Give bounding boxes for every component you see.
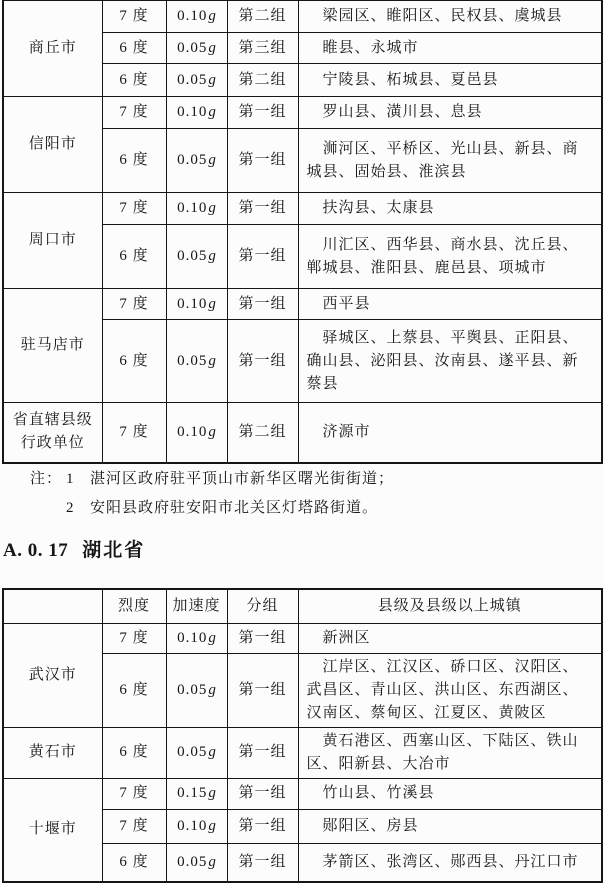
acceleration-value: 0.05	[177, 248, 208, 264]
section-heading	[3, 535, 145, 562]
table-row	[3, 193, 602, 225]
acceleration-value: 0.05	[177, 853, 208, 870]
intensity-cell: 6 度	[102, 64, 166, 97]
intensity-cell: 6 度	[102, 320, 166, 403]
group-cell: 第一组	[227, 623, 298, 653]
acceleration-value: 0.05	[177, 71, 208, 88]
note-line	[30, 495, 394, 521]
section-title: 湖北省	[82, 540, 146, 561]
group-cell: 第三组	[227, 33, 298, 64]
intensity-cell: 6 度	[102, 653, 166, 727]
towns-cell: 川汇区、西华县、商水县、沈丘县、郸城县、淮阳县、鹿邑县、项城市	[298, 225, 602, 289]
towns-cell: 梁园区、睢阳区、民权县、虞城县	[298, 1, 602, 33]
note-label-spacer	[30, 495, 66, 521]
group-cell: 第二组	[227, 64, 298, 97]
acceleration-value: 0.10	[177, 629, 208, 646]
intensity-cell: 7 度	[102, 778, 166, 809]
table-row	[3, 1, 602, 33]
acceleration-unit: g	[208, 200, 216, 216]
city-cell: 武汉市	[3, 623, 102, 727]
group-cell: 第二组	[227, 403, 298, 463]
towns-cell: 扶沟县、太康县	[298, 193, 602, 225]
table-row	[3, 97, 602, 129]
towns-cell: 罗山县、潢川县、息县	[298, 97, 602, 129]
acceleration-unit: g	[208, 39, 216, 56]
group-cell: 第一组	[227, 289, 298, 320]
acceleration-unit: g	[208, 853, 216, 870]
towns-cell: 黄石港区、西塞山区、下陆区、铁山区、阳新县、大冶市	[298, 727, 602, 778]
acceleration-unit: g	[208, 744, 216, 760]
acceleration-cell	[166, 727, 227, 778]
city-cell: 省直辖县级行政单位	[3, 403, 102, 463]
acceleration-value: 0.10	[177, 104, 208, 120]
acceleration-cell	[166, 653, 227, 727]
intensity-cell: 6 度	[102, 129, 166, 193]
header-acceleration: 加速度	[166, 589, 227, 623]
acceleration-unit: g	[208, 104, 216, 120]
towns-cell: 西平县	[298, 289, 602, 320]
towns-cell: 睢县、永城市	[298, 33, 602, 64]
city-cell: 十堰市	[3, 778, 102, 882]
note-number: 1	[66, 471, 75, 487]
group-cell: 第一组	[227, 843, 298, 882]
table-row	[3, 778, 602, 809]
acceleration-value: 0.10	[177, 817, 208, 834]
acceleration-unit: g	[208, 295, 216, 312]
intensity-cell: 7 度	[102, 289, 166, 320]
group-cell: 第一组	[227, 727, 298, 778]
acceleration-unit: g	[208, 152, 216, 168]
intensity-cell: 7 度	[102, 193, 166, 225]
acceleration-cell	[166, 289, 227, 320]
city-cell: 驻马店市	[3, 289, 102, 403]
table-row	[3, 623, 602, 653]
acceleration-cell	[166, 97, 227, 129]
note-text: 安阳县政府驻安阳市北关区灯塔路街道。	[90, 500, 379, 516]
acceleration-value: 0.05	[177, 681, 208, 698]
intensity-cell: 7 度	[102, 623, 166, 653]
acceleration-unit: g	[208, 785, 216, 801]
acceleration-unit: g	[208, 423, 216, 440]
intensity-cell: 7 度	[102, 809, 166, 843]
acceleration-value: 0.05	[177, 152, 208, 168]
acceleration-cell	[166, 843, 227, 882]
intensity-cell: 7 度	[102, 403, 166, 463]
note-number: 2	[66, 500, 75, 516]
acceleration-value: 0.05	[177, 744, 208, 760]
acceleration-unit: g	[208, 71, 216, 88]
note-line	[30, 466, 394, 492]
group-cell: 第二组	[227, 1, 298, 33]
intensity-cell: 7 度	[102, 1, 166, 33]
table-row	[3, 727, 602, 778]
acceleration-value: 0.10	[177, 200, 208, 216]
acceleration-cell	[166, 809, 227, 843]
intensity-cell: 6 度	[102, 225, 166, 289]
acceleration-unit: g	[208, 681, 216, 698]
towns-cell: 济源市	[298, 403, 602, 463]
header-group: 分组	[227, 589, 298, 623]
henan-seismic-table	[2, 0, 603, 464]
intensity-cell: 6 度	[102, 727, 166, 778]
towns-cell: 竹山县、竹溪县	[298, 778, 602, 809]
footnotes	[30, 466, 394, 524]
city-cell: 商丘市	[3, 1, 102, 97]
hubei-seismic-table	[2, 588, 603, 883]
towns-cell: 驿城区、上蔡县、平舆县、正阳县、确山县、泌阳县、汝南县、遂平县、新蔡县	[298, 320, 602, 403]
group-cell: 第一组	[227, 225, 298, 289]
towns-cell: 江岸区、江汉区、硚口区、汉阳区、武昌区、青山区、洪山区、东西湖区、汉南区、蔡甸区、江夏区、黄陂区	[298, 653, 602, 727]
acceleration-unit: g	[208, 352, 216, 369]
acceleration-cell	[166, 64, 227, 97]
city-cell: 周口市	[3, 193, 102, 289]
intensity-cell: 7 度	[102, 97, 166, 129]
acceleration-value: 0.15	[177, 785, 208, 801]
section-number: A. 0. 17	[3, 540, 69, 561]
group-cell: 第一组	[227, 653, 298, 727]
towns-cell: 新洲区	[298, 623, 602, 653]
acceleration-value: 0.10	[177, 423, 208, 440]
note-label: 注：	[30, 471, 63, 487]
acceleration-cell	[166, 193, 227, 225]
note-text: 湛河区政府驻平顶山市新华区曙光街街道；	[90, 471, 395, 487]
towns-cell: 宁陵县、柘城县、夏邑县	[298, 64, 602, 97]
table-row	[3, 403, 602, 463]
city-cell: 信阳市	[3, 97, 102, 193]
header-intensity: 烈度	[102, 589, 166, 623]
acceleration-unit: g	[208, 629, 216, 646]
acceleration-cell	[166, 225, 227, 289]
acceleration-cell	[166, 320, 227, 403]
acceleration-cell	[166, 623, 227, 653]
group-cell: 第一组	[227, 97, 298, 129]
group-cell: 第一组	[227, 193, 298, 225]
header-towns: 县级及县级以上城镇	[298, 589, 602, 623]
acceleration-cell	[166, 33, 227, 64]
acceleration-value: 0.10	[177, 295, 208, 312]
towns-cell: 茅箭区、张湾区、郧西县、丹江口市	[298, 843, 602, 882]
city-cell: 黄石市	[3, 727, 102, 778]
group-cell: 第一组	[227, 129, 298, 193]
acceleration-cell	[166, 778, 227, 809]
group-cell: 第一组	[227, 809, 298, 843]
acceleration-value: 0.05	[177, 39, 208, 56]
table-header-row	[3, 589, 602, 623]
towns-cell: 浉河区、平桥区、光山县、新县、商城县、固始县、淮滨县	[298, 129, 602, 193]
group-cell: 第一组	[227, 320, 298, 403]
intensity-cell: 6 度	[102, 843, 166, 882]
acceleration-unit: g	[208, 8, 216, 24]
group-cell: 第一组	[227, 778, 298, 809]
acceleration-unit: g	[208, 817, 216, 834]
acceleration-cell	[166, 129, 227, 193]
towns-cell: 郧阳区、房县	[298, 809, 602, 843]
acceleration-unit: g	[208, 248, 216, 264]
header-city-cell	[3, 589, 102, 623]
intensity-cell: 6 度	[102, 33, 166, 64]
table-row	[3, 289, 602, 320]
acceleration-value: 0.10	[177, 8, 208, 24]
acceleration-cell	[166, 403, 227, 463]
acceleration-cell	[166, 1, 227, 33]
acceleration-value: 0.05	[177, 352, 208, 369]
